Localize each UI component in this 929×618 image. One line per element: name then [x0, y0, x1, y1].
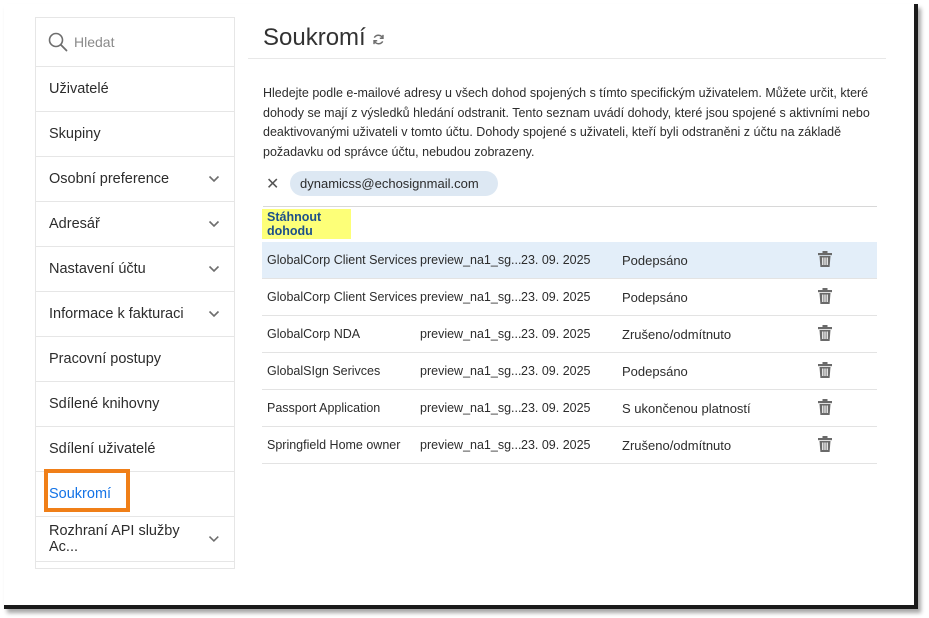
sidebar-item-shared-users[interactable]	[36, 427, 234, 472]
chevron-down-icon[interactable]	[208, 265, 220, 273]
agreement-date: 23. 09. 2025	[521, 327, 591, 341]
sidebar-item-label: Rozhraní API služby Ac...	[49, 523, 180, 555]
email-filter	[266, 171, 498, 196]
agreement-name: GlobalSIgn Serivces	[267, 364, 381, 378]
agreements-table	[262, 242, 877, 464]
sidebar	[35, 17, 235, 569]
trash-icon[interactable]	[818, 399, 832, 415]
agreement-date: 23. 09. 2025	[521, 438, 591, 452]
sidebar-item-groups[interactable]	[36, 112, 234, 157]
close-icon[interactable]: ✕	[266, 175, 280, 193]
table-row[interactable]	[262, 242, 877, 279]
agreement-name: GlobalCorp NDA	[267, 327, 361, 341]
search-icon	[48, 32, 68, 52]
sidebar-item-personal-preferences[interactable]	[36, 157, 234, 202]
table-row[interactable]	[262, 427, 877, 464]
trash-icon[interactable]	[818, 436, 832, 452]
app-window	[4, 4, 918, 609]
sidebar-item-shared-libraries[interactable]	[36, 382, 234, 427]
search-placeholder: Hledat	[74, 34, 115, 50]
agreement-status: Zrušeno/odmítnuto	[622, 326, 732, 342]
sidebar-item-billing-info[interactable]	[36, 292, 234, 337]
refresh-icon[interactable]	[372, 33, 385, 46]
sidebar-item-label: Soukromí	[49, 486, 112, 502]
agreement-id: preview_na1_sg...	[420, 253, 522, 267]
sidebar-item-label: Uživatelé	[49, 81, 109, 97]
trash-icon[interactable]	[818, 362, 832, 378]
agreement-date: 23. 09. 2025	[521, 253, 591, 267]
trash-icon[interactable]	[818, 251, 832, 267]
page-header	[248, 17, 886, 59]
sidebar-item-privacy[interactable]	[36, 472, 234, 517]
agreement-id: preview_na1_sg...	[420, 364, 522, 378]
agreement-name: Springfield Home owner	[267, 438, 401, 452]
chevron-down-icon[interactable]	[208, 220, 220, 228]
table-row[interactable]	[262, 279, 877, 316]
agreement-date: 23. 09. 2025	[521, 364, 591, 378]
sidebar-item-api[interactable]	[36, 517, 234, 562]
sidebar-item-users[interactable]	[36, 67, 234, 112]
search-field[interactable]	[36, 17, 234, 67]
highlight-box	[44, 469, 130, 512]
trash-icon[interactable]	[818, 288, 832, 304]
agreement-id: preview_na1_sg...	[420, 401, 522, 415]
table-row[interactable]	[262, 316, 877, 353]
sidebar-item-label: Adresář	[49, 216, 100, 232]
table-row[interactable]	[262, 390, 877, 427]
email-chip[interactable]: dynamicss@echosignmail.com	[290, 171, 498, 196]
agreement-date: 23. 09. 2025	[521, 401, 591, 415]
agreement-id: preview_na1_sg...	[420, 438, 522, 452]
sidebar-item-label: Skupiny	[49, 126, 101, 142]
sidebar-item-label: Informace k fakturaci	[49, 306, 184, 322]
agreement-status: S ukončenou platností	[622, 400, 751, 416]
table-row[interactable]	[262, 353, 877, 390]
agreement-id: preview_na1_sg...	[420, 290, 522, 304]
agreement-status: Podepsáno	[622, 289, 688, 305]
download-agreement-button[interactable]: Stáhnout dohodu	[262, 209, 351, 239]
sidebar-item-address-book[interactable]	[36, 202, 234, 247]
chevron-down-icon[interactable]	[208, 310, 220, 318]
agreement-id: preview_na1_sg...	[420, 327, 522, 341]
sidebar-item-label: Osobní preference	[49, 171, 170, 187]
page-title: Soukromí	[263, 23, 366, 51]
agreement-status: Podepsáno	[622, 363, 688, 379]
agreement-status: Podepsáno	[622, 252, 688, 268]
agreement-name: Passport Application	[267, 401, 381, 415]
sidebar-item-label: Sdílení uživatelé	[49, 441, 156, 457]
agreement-date: 23. 09. 2025	[521, 290, 591, 304]
agreement-status: Zrušeno/odmítnuto	[622, 437, 732, 453]
main-content	[248, 17, 888, 607]
chevron-down-icon[interactable]	[208, 535, 220, 543]
chevron-down-icon[interactable]	[208, 175, 220, 183]
sidebar-item-label: Pracovní postupy	[49, 351, 162, 367]
divider	[263, 206, 877, 207]
agreement-name: GlobalCorp Client Services	[267, 253, 418, 267]
sidebar-item-label: Nastavení účtu	[49, 261, 146, 277]
sidebar-item-account-settings[interactable]	[36, 247, 234, 292]
privacy-description: Hledejte podle e-mailové adresy u všech dohod spojených s tímto specifickým uživatelem. Můžete určit, které dohody se mají z výsledků hledání odstranit. Tento seznam uvádí dohody, které jsou spojené s aktivními nebo deaktivovanými uživateli v tomto účtu. Dohody spojené s uživateli, kteří byli odstraněni z účtu na základě požadavku od správce účtu, nebudou zobrazeny.	[263, 86, 870, 160]
sidebar-item-label: Sdílené knihovny	[49, 396, 160, 412]
trash-icon[interactable]	[818, 325, 832, 341]
sidebar-item-workflows[interactable]	[36, 337, 234, 382]
agreement-name: GlobalCorp Client Services	[267, 290, 418, 304]
